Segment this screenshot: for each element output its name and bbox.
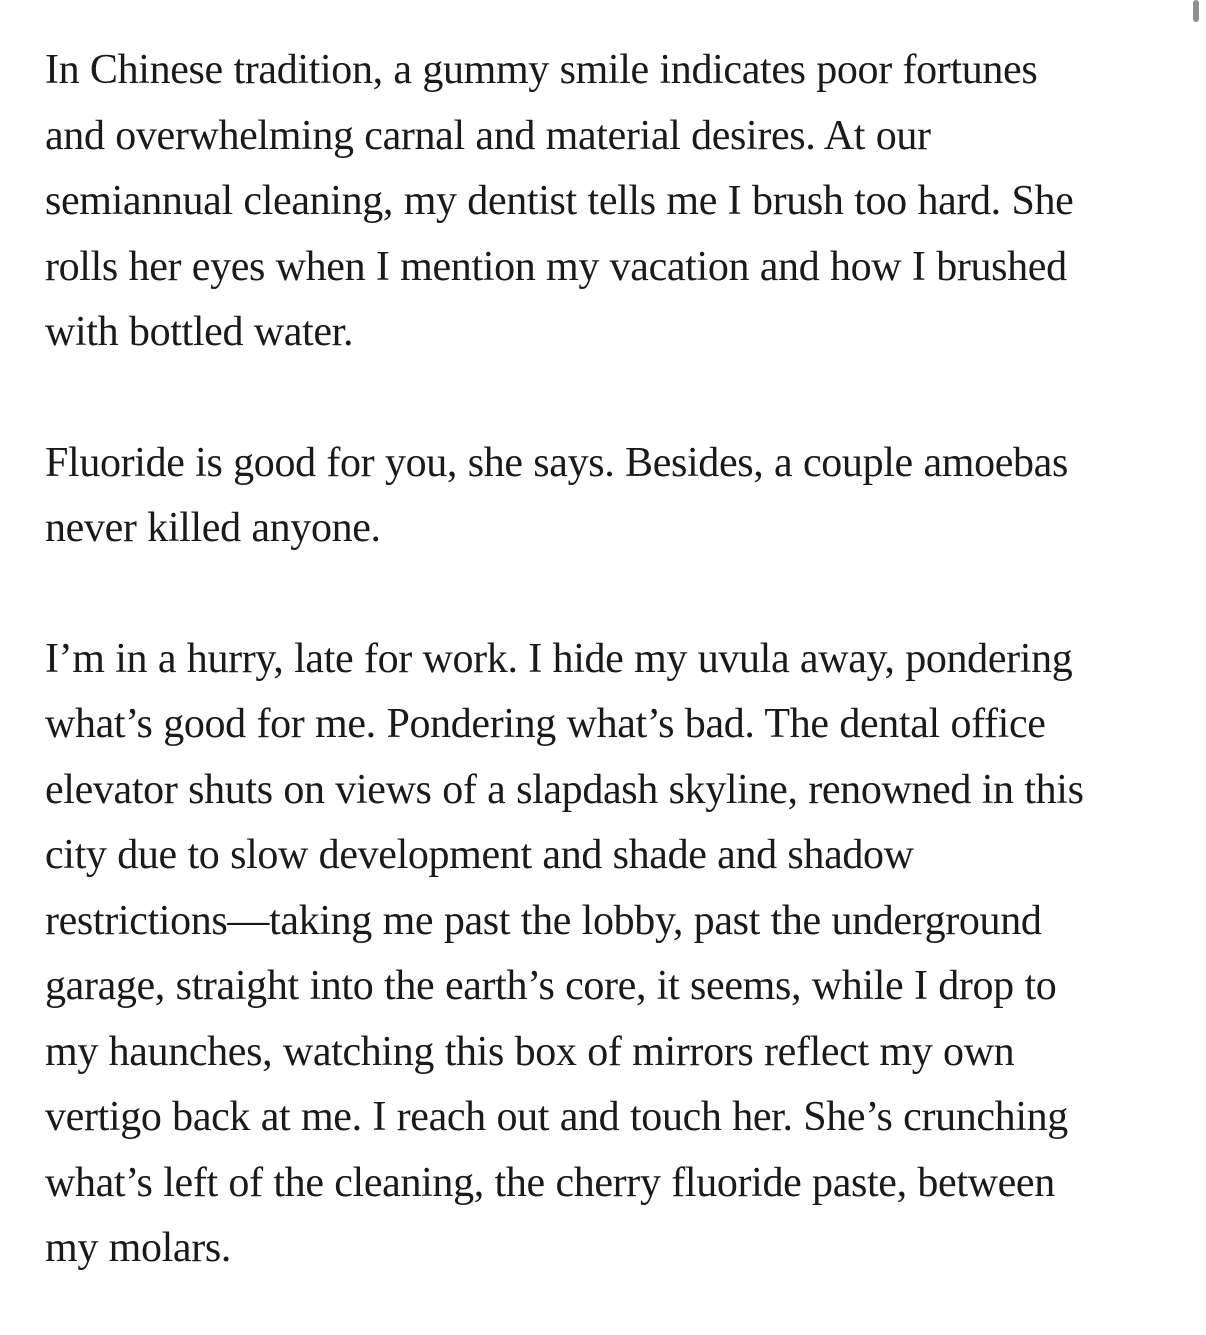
text-line: city due to slow development and shade and shadow <box>45 832 914 878</box>
paragraph-1 <box>45 38 1175 366</box>
text-line: restrictions—taking me past the lobby, past the underground <box>45 897 1042 944</box>
text-line: semiannual cleaning, my dentist tells me I brush too hard. She <box>45 178 1074 224</box>
article-body <box>45 38 1175 1282</box>
text-line: vertigo back at me. I reach out and touch her. She’s crunching <box>45 1094 1068 1140</box>
text-line: rolls her eyes when I mention my vacation and how I brushed <box>45 243 1067 290</box>
text-line: elevator shuts on views of a slapdash skyline, renowned in this <box>45 766 1084 813</box>
text-line: Fluoride is good for you, she says. Besides, a couple amoebas <box>45 439 1068 486</box>
text-line: never killed anyone. <box>45 505 381 551</box>
text-line: what’s left of the cleaning, the cherry fluoride paste, between <box>45 1159 1055 1206</box>
text-line: I’m in a hurry, late for work. I hide my uvula away, pondering <box>45 635 1073 682</box>
text-line: my haunches, watching this box of mirrors reflect my own <box>45 1028 1015 1075</box>
text-line: what’s good for me. Pondering what’s bad. The dental office <box>45 701 1046 747</box>
text-line: garage, straight into the earth’s core, it seems, while I drop to <box>45 963 1057 1009</box>
paragraph-3 <box>45 627 1175 1282</box>
text-line: with bottled water. <box>45 309 354 355</box>
text-line: In Chinese tradition, a gummy smile indicates poor fortunes <box>45 47 1038 93</box>
scrollbar-thumb[interactable] <box>1193 0 1199 22</box>
text-line: and overwhelming carnal and material desires. At our <box>45 112 931 159</box>
paragraph-2 <box>45 431 1175 562</box>
text-line: my molars. <box>45 1225 231 1271</box>
